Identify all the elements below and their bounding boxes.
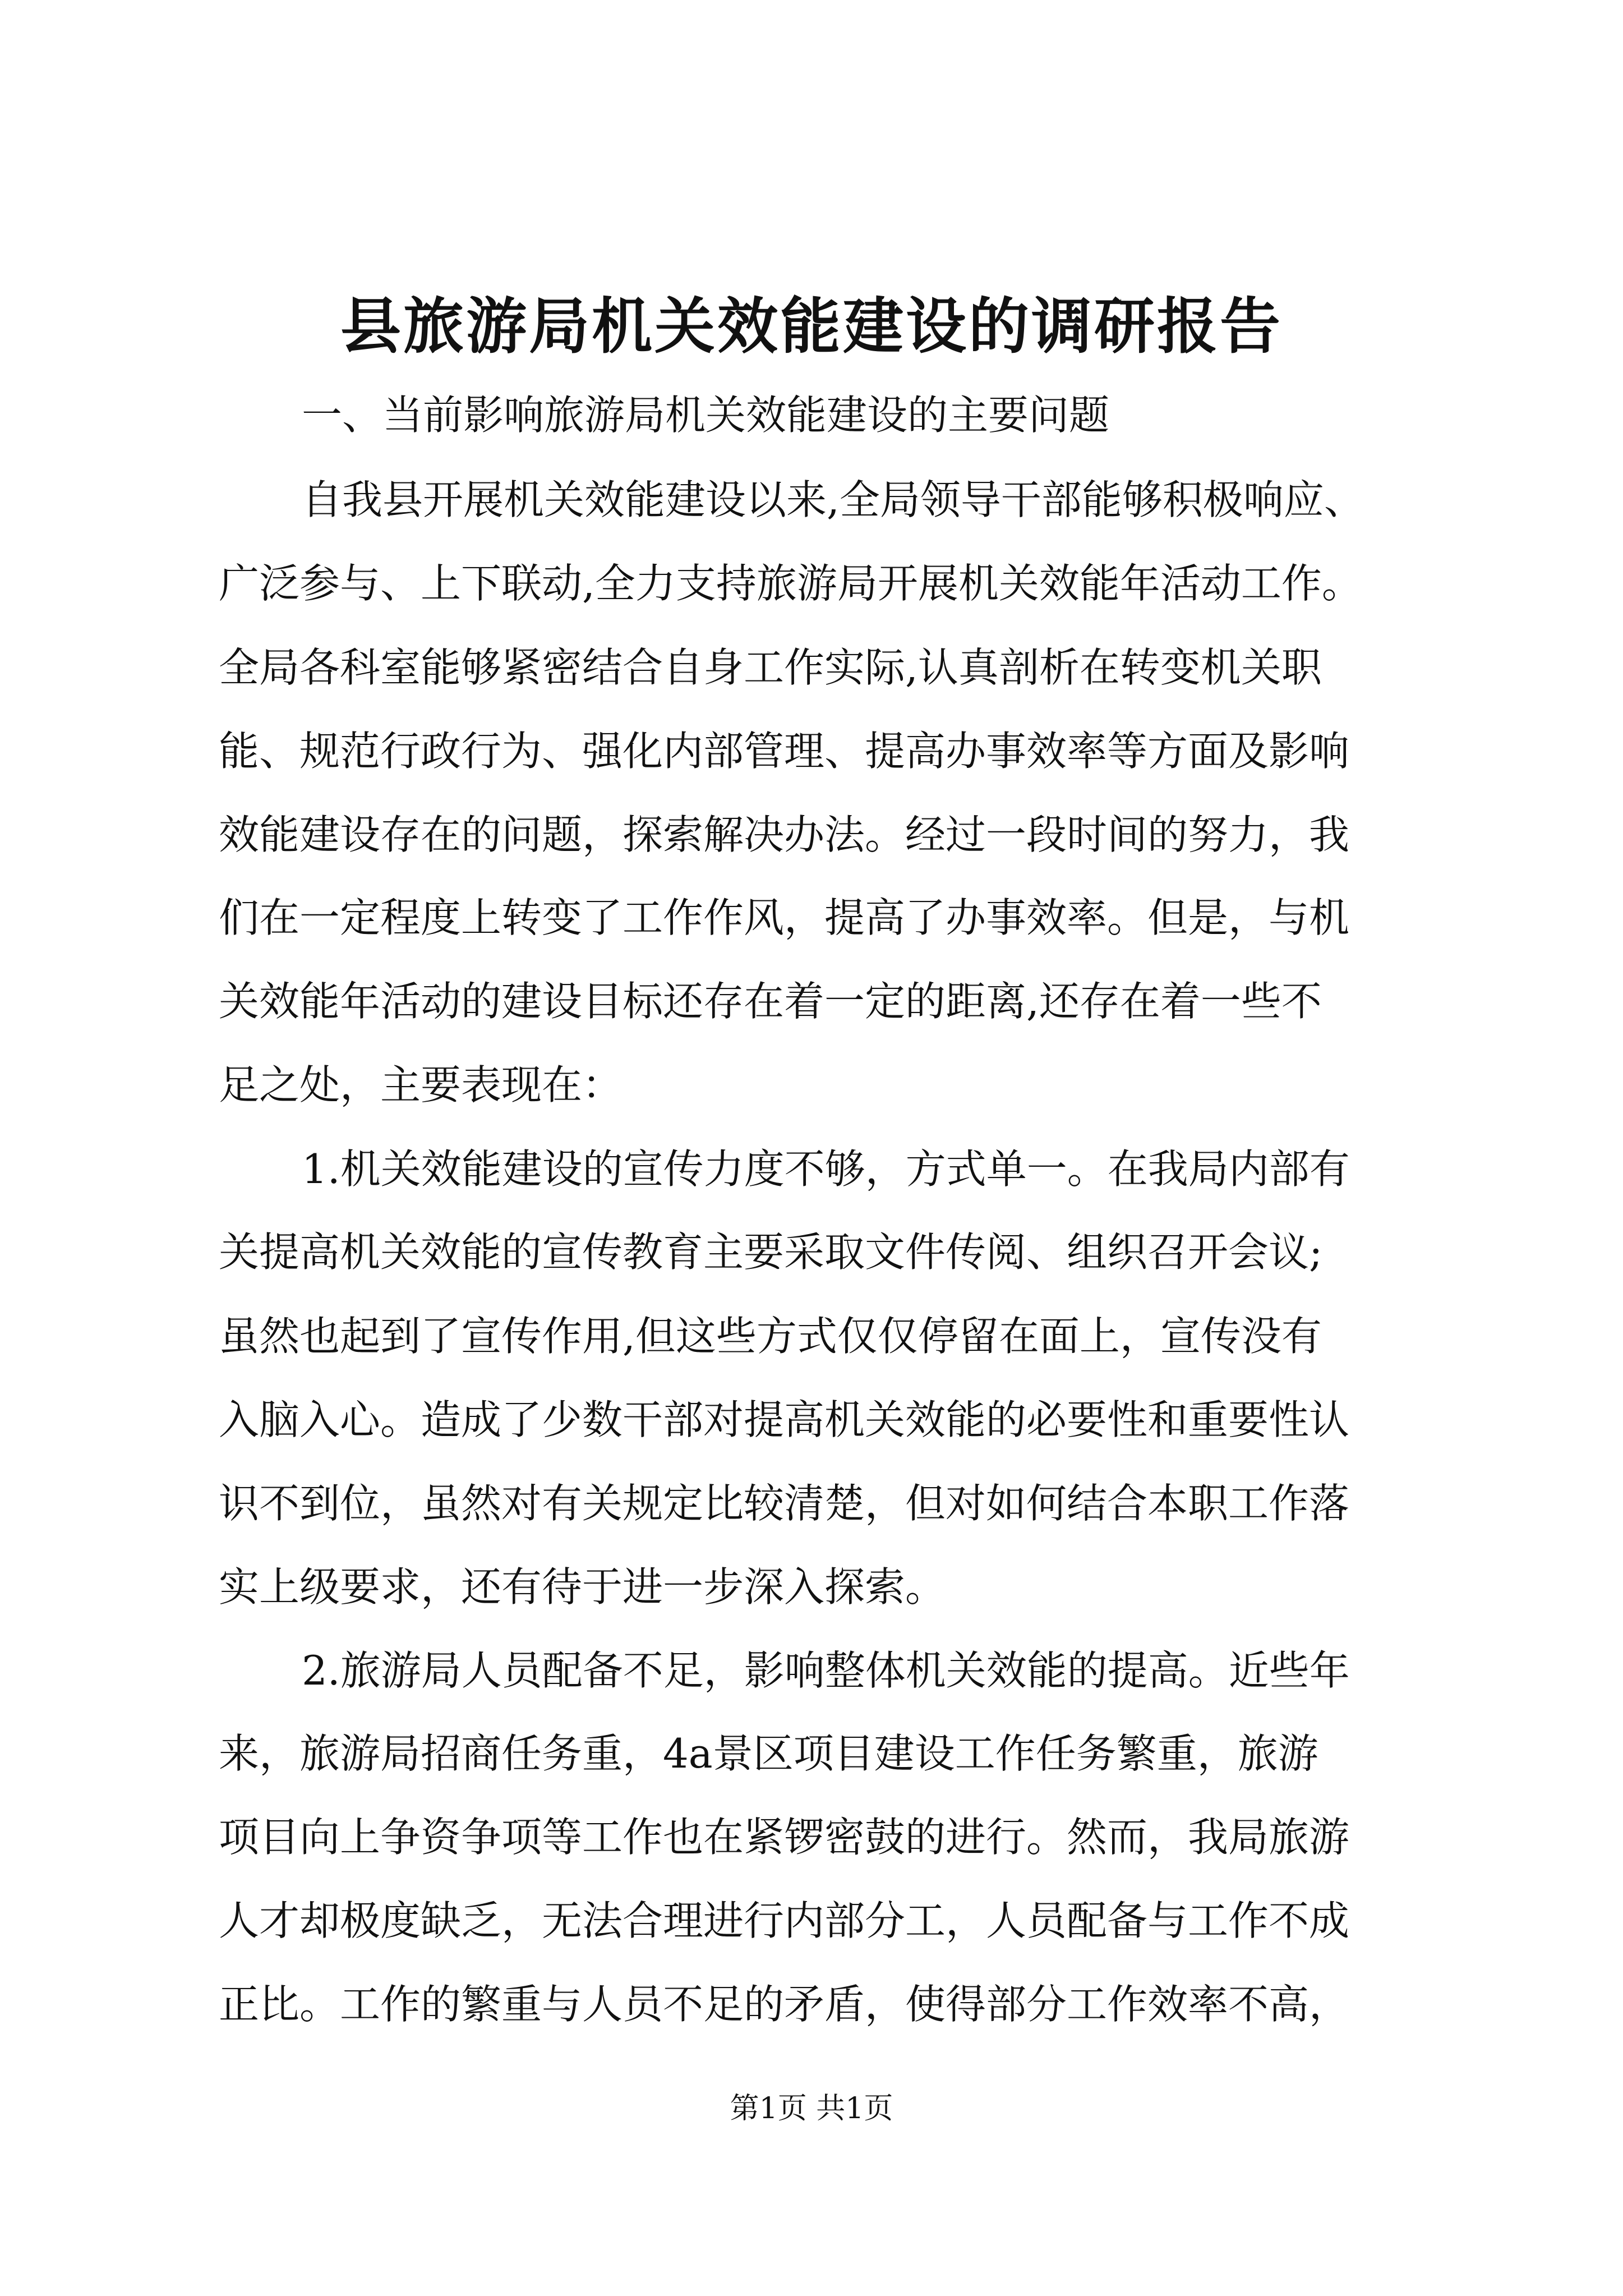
paragraph-line: 关提高机关效能的宣传教育主要采取文件传阅、组织召开会议; (219, 1228, 1323, 1276)
paragraph-line: 人才却极度缺乏，无法合理进行内部分工，人员配备与工作不成 (219, 1897, 1350, 1944)
paragraph-line: 实上级要求，还有待于进一步深入探索。 (219, 1563, 946, 1611)
paragraph-line: 能、规范行政行为、强化内部管理、提高办事效率等方面及影响 (219, 728, 1350, 775)
paragraph-line: 识不到位，虽然对有关规定比较清楚，但对如何结合本职工作落 (219, 1480, 1350, 1527)
document-title: 县旅游局机关效能建设的调研报告 (340, 291, 1283, 362)
paragraph-line: 正比。工作的繁重与人员不足的矛盾，使得部分工作效率不高， (219, 1981, 1350, 2028)
paragraph-line: 虽然也起到了宣传作用,但这些方式仅仅停留在面上，宣传没有 (219, 1313, 1322, 1360)
paragraph-line: 入脑入心。造成了少数干部对提高机关效能的必要性和重要性认 (219, 1396, 1350, 1443)
page-footer: 第1页 共1页 (730, 2092, 893, 2125)
section-heading: 一、当前影响旅游局机关效能建设的主要问题 (302, 392, 1110, 439)
paragraph-line: 关效能年活动的建设目标还存在着一定的距离,还存在着一些不 (219, 978, 1322, 1025)
paragraph-line: 项目向上争资争项等工作也在紧锣密鼓的进行。然而，我局旅游 (219, 1814, 1350, 1861)
paragraph-line: 2.旅游局人员配备不足，影响整体机关效能的提高。近些年 (302, 1647, 1350, 1694)
paragraph-line: 1.机关效能建设的宣传力度不够，方式单一。在我局内部有 (302, 1145, 1350, 1193)
paragraph-line: 广泛参与、上下联动,全力支持旅游局开展机关效能年活动工作。 (219, 560, 1362, 607)
paragraph-line: 们在一定程度上转变了工作作风，提高了办事效率。但是，与机 (219, 894, 1350, 941)
paragraph-line: 效能建设存在的问题，探索解决办法。经过一段时间的努力，我 (219, 811, 1350, 858)
paragraph-line: 足之处，主要表现在： (219, 1061, 623, 1108)
paragraph-line: 来，旅游局招商任务重，4a景区项目建设工作任务繁重，旅游 (219, 1730, 1318, 1777)
paragraph-line: 自我县开展机关效能建设以来,全局领导干部能够积极响应、 (302, 476, 1364, 523)
paragraph-line: 全局各科室能够紧密结合自身工作实际,认真剖析在转变机关职 (219, 644, 1322, 691)
